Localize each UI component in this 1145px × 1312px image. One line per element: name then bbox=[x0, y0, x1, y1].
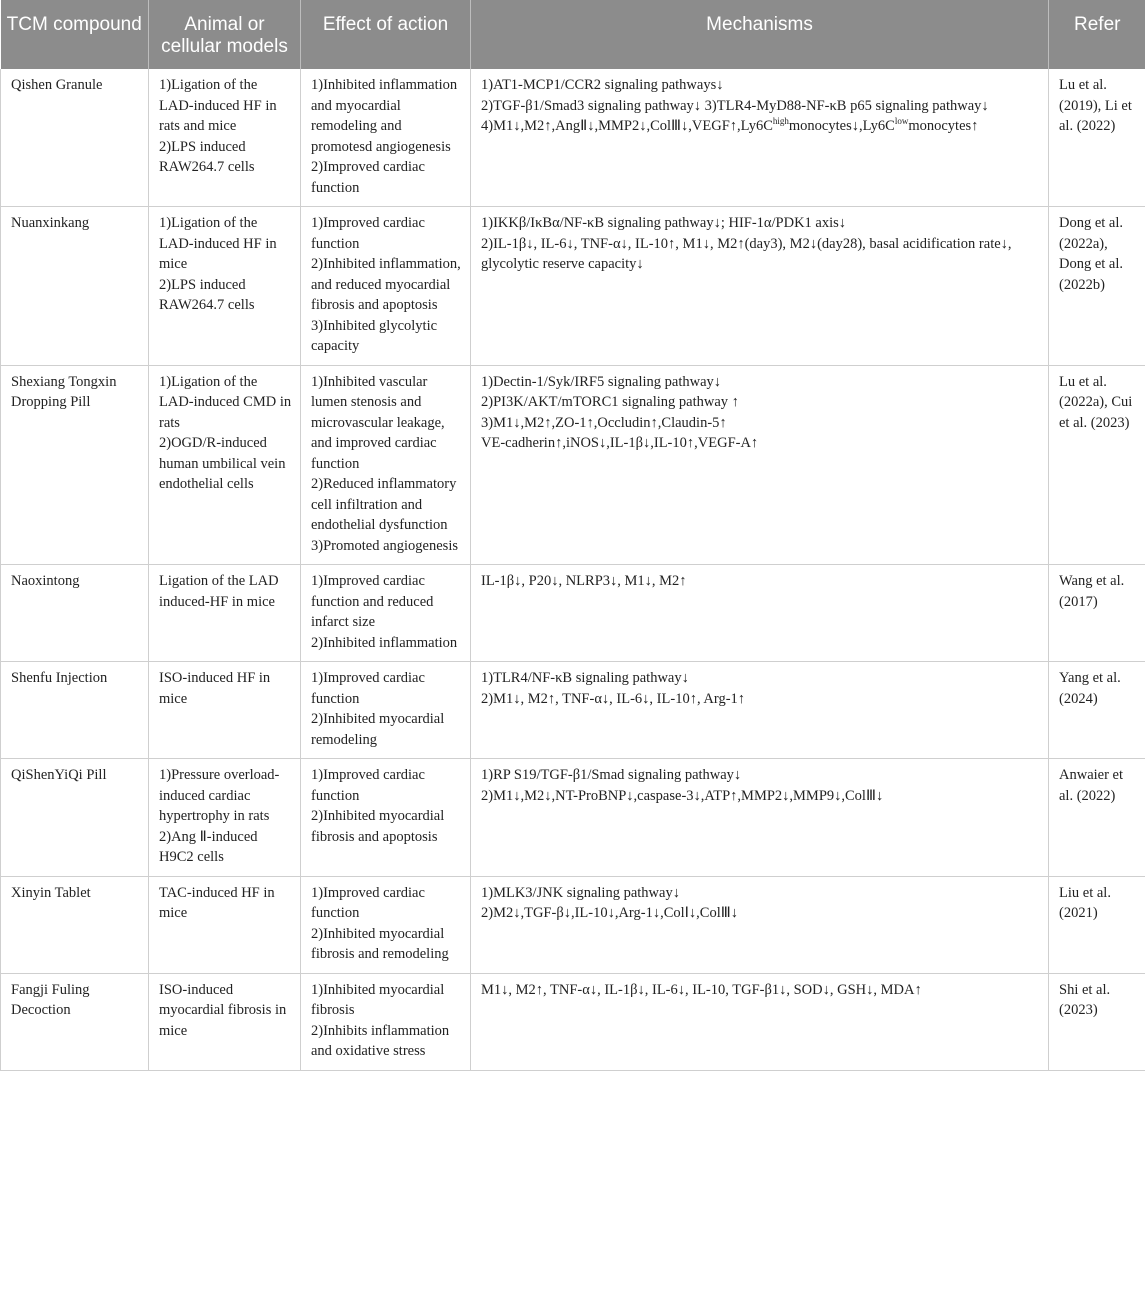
mechanism-line: 2)IL-1β↓, IL-6↓, TNF-α↓, IL-10↑, M1↓, M2↑(day3), M2↓(day28), basal acidification rate↓, glycolytic reserve capacity↓ bbox=[481, 235, 1012, 272]
effects-cell bbox=[301, 759, 471, 877]
model-line: 1)Ligation of the LAD-induced HF in mice bbox=[159, 215, 277, 272]
mechanisms-cell bbox=[471, 207, 1049, 366]
compound-cell: Nuanxinkang bbox=[1, 207, 149, 366]
models-cell bbox=[149, 973, 301, 1070]
effects-cell bbox=[301, 876, 471, 973]
table-row bbox=[1, 876, 1145, 973]
model-line: TAC-induced HF in mice bbox=[159, 884, 275, 921]
refer-cell: Shi et al. (2023) bbox=[1049, 973, 1145, 1070]
mechanism-line: 1)AT1-MCP1/CCR2 signaling pathways↓ bbox=[481, 77, 724, 93]
compound-cell: Qishen Granule bbox=[1, 69, 149, 207]
mechanism-line: 3)M1↓,M2↑,ZO-1↑,Occludin↑,Claudin-5↑ bbox=[481, 414, 727, 431]
model-line: ISO-induced myocardial fibrosis in mice bbox=[159, 981, 287, 1039]
header-tcm-compound: TCM compound bbox=[1, 0, 149, 69]
mechanisms-cell bbox=[471, 973, 1049, 1070]
models-cell bbox=[149, 876, 301, 973]
effect-line: 2)Inhibited inflammation, and reduced myocardial fibrosis and apoptosis bbox=[311, 256, 461, 313]
effect-line: 2)Inhibited inflammation bbox=[311, 634, 458, 651]
table-body bbox=[1, 69, 1145, 1070]
model-line: 2)Ang Ⅱ-induced H9C2 cells bbox=[159, 828, 258, 865]
table-row bbox=[1, 662, 1145, 759]
effect-line: 1)Inhibited vascular lumen stenosis and microvascular leakage, and improved cardiac function bbox=[311, 373, 445, 472]
effects-cell bbox=[301, 565, 471, 662]
models-cell bbox=[149, 207, 301, 366]
mechanisms-cell bbox=[471, 662, 1049, 759]
models-cell bbox=[149, 69, 301, 207]
refer-cell: Lu et al. (2019), Li et al. (2022) bbox=[1049, 69, 1145, 207]
effects-cell bbox=[301, 69, 471, 207]
table-row bbox=[1, 973, 1145, 1070]
compound-cell: Xinyin Tablet bbox=[1, 876, 149, 973]
model-line: Ligation of the LAD induced-HF in mice bbox=[159, 573, 279, 610]
header-effect-of-action: Effect of action bbox=[301, 0, 471, 69]
models-cell bbox=[149, 565, 301, 662]
refer-cell: Anwaier et al. (2022) bbox=[1049, 759, 1145, 877]
compound-cell: Shenfu Injection bbox=[1, 662, 149, 759]
models-cell bbox=[149, 365, 301, 565]
effect-line: 1)Inhibited myocardial fibrosis bbox=[311, 981, 445, 1018]
mechanisms-cell bbox=[471, 565, 1049, 662]
mechanism-line: IL-1β↓, P20↓, NLRP3↓, M1↓, M2↑ bbox=[481, 573, 687, 589]
effects-cell bbox=[301, 662, 471, 759]
effect-line: 1)Improved cardiac function and reduced infarct size bbox=[311, 573, 434, 630]
effect-line: 3)Promoted angiogenesis bbox=[311, 537, 458, 554]
mechanism-line: 2)PI3K/AKT/mTORC1 signaling pathway ↑ bbox=[481, 394, 739, 410]
effect-line: 1)Improved cardiac function bbox=[311, 884, 425, 921]
mechanism-line: 1)TLR4/NF-κB signaling pathway↓ bbox=[481, 670, 689, 686]
table-row bbox=[1, 207, 1145, 366]
compound-cell: Naoxintong bbox=[1, 565, 149, 662]
header-refer: Refer bbox=[1049, 0, 1145, 69]
table-row bbox=[1, 759, 1145, 877]
header-animal-or-cellular-models: Animal or cellular models bbox=[149, 0, 301, 69]
mechanisms-cell bbox=[471, 365, 1049, 565]
mechanism-line: 2)M2↓,TGF-β↓,IL-10↓,Arg-1↓,ColⅠ↓,ColⅢ↓ bbox=[481, 905, 738, 921]
model-line: 2)LPS induced RAW264.7 cells bbox=[159, 276, 255, 313]
header-mechanisms: Mechanisms bbox=[471, 0, 1049, 69]
effect-line: 1)Inhibited inflammation and myocardial remodeling and promotesd angiogenesis bbox=[311, 77, 458, 155]
refer-cell: Dong et al. (2022a), Dong et al. (2022b) bbox=[1049, 207, 1145, 366]
compound-cell: QiShenYiQi Pill bbox=[1, 759, 149, 877]
mechanisms-cell bbox=[471, 759, 1049, 877]
model-line: 2)LPS induced RAW264.7 cells bbox=[159, 138, 255, 175]
effect-line: 2)Improved cardiac function bbox=[311, 159, 425, 196]
effect-line: 1)Improved cardiac function bbox=[311, 767, 425, 804]
model-line: 1)Ligation of the LAD-induced CMD in rats bbox=[159, 373, 292, 431]
effect-line: 2)Reduced inflammatory cell infiltration and endothelial dysfunction bbox=[311, 476, 457, 533]
model-line: 2)OGD/R-induced human umbilical vein endothelial cells bbox=[159, 435, 286, 492]
table-header bbox=[1, 0, 1145, 69]
mechanisms-cell bbox=[471, 876, 1049, 973]
effect-line: 2)Inhibited myocardial remodeling bbox=[311, 711, 445, 748]
effects-cell bbox=[301, 207, 471, 366]
mechanisms-cell bbox=[471, 69, 1049, 207]
effects-cell bbox=[301, 365, 471, 565]
models-cell bbox=[149, 759, 301, 877]
models-cell bbox=[149, 662, 301, 759]
table-row bbox=[1, 565, 1145, 662]
model-line: 1)Pressure overload-induced cardiac hypertrophy in rats bbox=[159, 767, 280, 824]
mechanism-line: VE-cadherin↑,iNOS↓,IL-1β↓,IL-10↑,VEGF-A↑ bbox=[481, 435, 759, 451]
mechanism-line: 1)Dectin-1/Syk/IRF5 signaling pathway↓ bbox=[481, 373, 722, 390]
mechanism-line: 2)TGF-β1/Smad3 signaling pathway↓ 3)TLR4-MyD88-NF-κB p65 signaling pathway↓ bbox=[481, 97, 989, 114]
refer-cell: Lu et al. (2022a), Cui et al. (2023) bbox=[1049, 365, 1145, 565]
effect-line: 2)Inhibited myocardial fibrosis and remodeling bbox=[311, 925, 449, 962]
model-line: ISO-induced HF in mice bbox=[159, 670, 271, 707]
effect-line: 2)Inhibited myocardial fibrosis and apoptosis bbox=[311, 808, 445, 845]
refer-cell: Yang et al. (2024) bbox=[1049, 662, 1145, 759]
effects-cell bbox=[301, 973, 471, 1070]
mechanism-line: 2)M1↓, M2↑, TNF-α↓, IL-6↓, IL-10↑, Arg-1↑ bbox=[481, 690, 746, 707]
mechanism-line: 1)IKKβ/IκBα/NF-κB signaling pathway↓; HIF-1α/PDK1 axis↓ bbox=[481, 215, 847, 231]
table-row bbox=[1, 365, 1145, 565]
mechanism-line: 1)MLK3/JNK signaling pathway↓ bbox=[481, 884, 680, 901]
compound-cell: Shexiang Tongxin Dropping Pill bbox=[1, 365, 149, 565]
table-row bbox=[1, 69, 1145, 207]
effect-line: 1)Improved cardiac function bbox=[311, 215, 425, 252]
mechanism-line: $4)M1↓,M2↑,AngⅡ↓,MMP2↓,ColⅢ↓,VEGF↑,Ly6C^{high}monocytes↓,Ly6C^{low}monocytes↑$ bbox=[481, 116, 979, 134]
mechanism-line: 1)RP S19/TGF-β1/Smad signaling pathway↓ bbox=[481, 767, 742, 783]
model-line: 1)Ligation of the LAD-induced HF in rats and mice bbox=[159, 77, 277, 134]
header-row bbox=[1, 0, 1145, 69]
effect-line: 3)Inhibited glycolytic capacity bbox=[311, 317, 438, 354]
effect-line: 2)Inhibits inflammation and oxidative stress bbox=[311, 1022, 450, 1059]
compound-cell: Fangji Fuling Decoction bbox=[1, 973, 149, 1070]
mechanism-line: M1↓, M2↑, TNF-α↓, IL-1β↓, IL-6↓, IL-10, TGF-β1↓, SOD↓, GSH↓, MDA↑ bbox=[481, 981, 922, 998]
effect-line: 1)Improved cardiac function bbox=[311, 670, 425, 707]
refer-cell: Liu et al. (2021) bbox=[1049, 876, 1145, 973]
mechanism-line: 2)M1↓,M2↓,NT-ProBNP↓,caspase-3↓,ATP↑,MMP2↓,MMP9↓,ColⅢ↓ bbox=[481, 787, 884, 804]
refer-cell: Wang et al. (2017) bbox=[1049, 565, 1145, 662]
